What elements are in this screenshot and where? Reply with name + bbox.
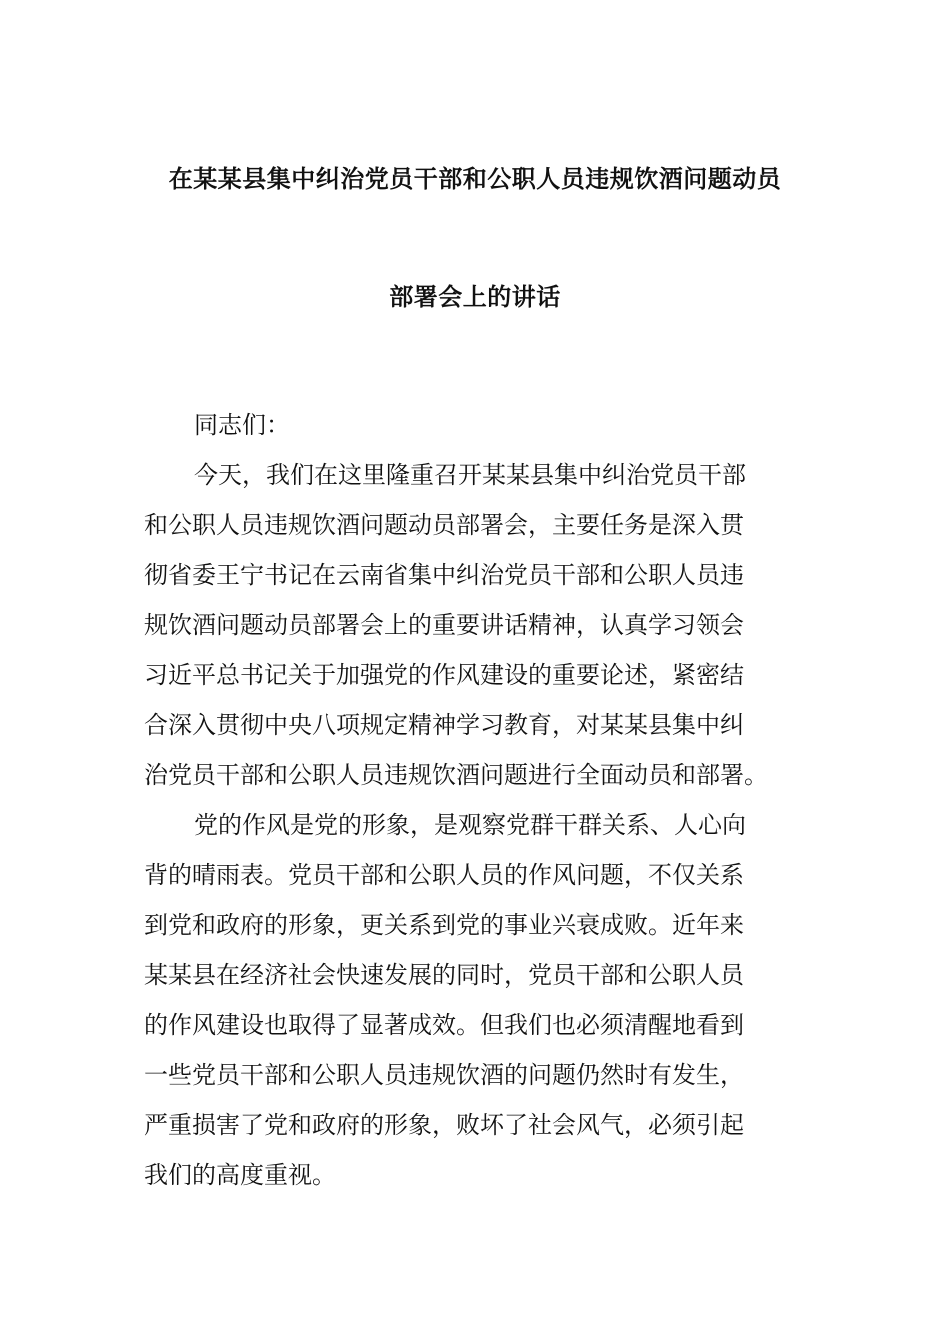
document-title-line-1: 在某某县集中纠治党员干部和公职人员违规饮酒问题动员 — [168, 165, 782, 193]
paragraph-1-line: 今天，我们在这里隆重召开某某县集中纠治党员干部 — [194, 461, 746, 489]
paragraph-2-line: 一些党员干部和公职人员违规饮酒的问题仍然时有发生， — [144, 1061, 744, 1089]
paragraph-1-line: 和公职人员违规饮酒问题动员部署会，主要任务是深入贯 — [144, 511, 744, 539]
paragraph-1-line: 合深入贯彻中央八项规定精神学习教育，对某某县集中纠 — [144, 711, 744, 739]
paragraph-2-line: 党的作风是党的形象，是观察党群干群关系、人心向 — [194, 811, 746, 839]
salutation: 同志们： — [194, 411, 290, 439]
document-title-line-2: 部署会上的讲话 — [389, 283, 561, 311]
paragraph-1-line: 习近平总书记关于加强党的作风建设的重要论述，紧密结 — [144, 661, 744, 689]
paragraph-2-line: 的作风建设也取得了显著成效。但我们也必须清醒地看到 — [144, 1011, 744, 1039]
paragraph-1-line: 治党员干部和公职人员违规饮酒问题进行全面动员和部署。 — [144, 761, 768, 789]
document-body — [144, 400, 806, 1200]
paragraph-2-line: 我们的高度重视。 — [144, 1161, 336, 1189]
paragraph-2-line: 到党和政府的形象，更关系到党的事业兴衰成败。近年来 — [144, 911, 744, 939]
paragraph-1-line: 彻省委王宁书记在云南省集中纠治党员干部和公职人员违 — [144, 561, 744, 589]
paragraph-1-line: 规饮酒问题动员部署会上的重要讲话精神，认真学习领会 — [144, 611, 744, 639]
paragraph-2-line: 某某县在经济社会快速发展的同时，党员干部和公职人员 — [144, 961, 744, 989]
paragraph-2-line: 严重损害了党和政府的形象，败坏了社会风气，必须引起 — [144, 1111, 744, 1139]
paragraph-2-line: 背的晴雨表。党员干部和公职人员的作风问题，不仅关系 — [144, 861, 744, 889]
